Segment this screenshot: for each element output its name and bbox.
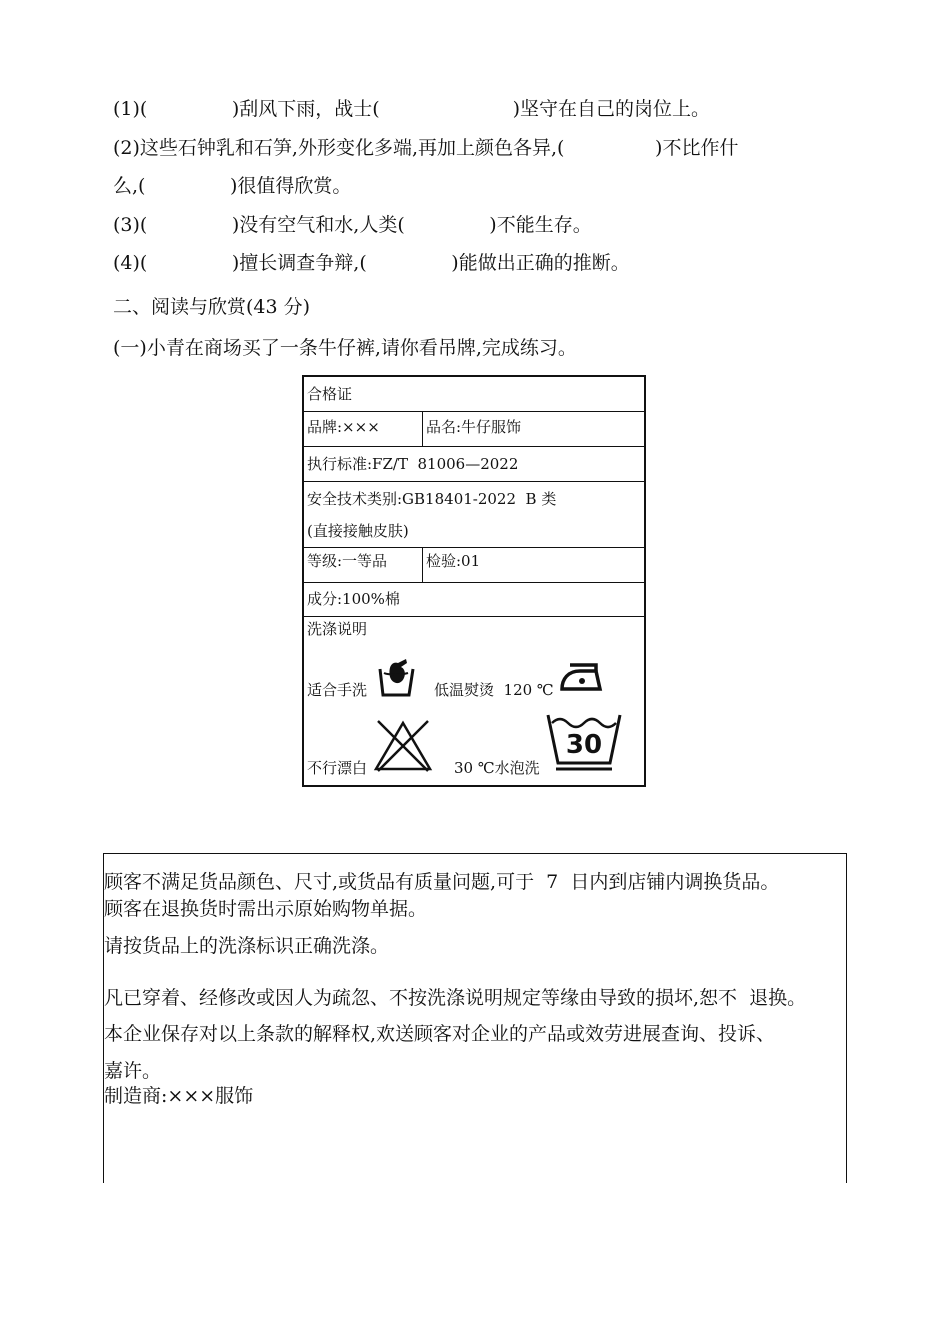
water-wash-text: 30 ℃水泡洗 xyxy=(454,759,540,777)
notice-line-6: 嘉许。 xyxy=(104,1060,162,1082)
tag-brand-row xyxy=(304,412,644,447)
section-title: 二、阅读与欣赏(43 分) xyxy=(113,296,311,318)
product-tag xyxy=(302,375,646,787)
product-name-cell xyxy=(422,412,646,446)
tag-standard-row xyxy=(304,447,644,482)
safety-text-2: (直接接触皮肤) xyxy=(307,522,409,540)
standard-text: 执行标准:FZ/T 81006—2022 xyxy=(307,455,519,473)
notice-line-4: 凡已穿着、经修改或因人为疏忽、不按洗涤说明规定等缘由导致的损坏,恕不 退换。 xyxy=(104,987,807,1009)
brand-cell xyxy=(304,412,422,446)
tag-title-row xyxy=(304,377,644,412)
wash-title: 洗涤说明 xyxy=(307,620,368,638)
product-name-text: 品名:牛仔服饰 xyxy=(426,418,522,436)
notice-line-1: 顾客不满足货品颜色、尺寸,或货品有质量问题,可于 7 日内到店铺内调换货品。 xyxy=(104,871,780,893)
tag-title: 合格证 xyxy=(307,385,353,403)
hand-wash-icon xyxy=(376,655,418,699)
notice-line-5: 本企业保存对以上条款的解释权,欢送顾客对企业的产品或效劳进展查询、投诉、 xyxy=(104,1023,776,1045)
wash-30-icon xyxy=(544,711,624,773)
grade-cell xyxy=(304,548,422,582)
brand-text: 品牌:××× xyxy=(307,418,380,436)
no-bleach-text: 不行漂白 xyxy=(307,759,368,777)
grade-text: 等级:一等品 xyxy=(307,552,388,570)
iron-text: 低温熨烫 120 ℃ xyxy=(434,681,554,699)
exercise-line-1: (1)( )刮风下雨，战士( )坚守在自己的岗位上。 xyxy=(113,98,710,120)
safety-text-1: 安全技术类别:GB18401-2022 B 类 xyxy=(307,490,557,508)
exercise-line-4: (4)( )擅长调查争辩,( )能做出正确的推断。 xyxy=(113,252,630,274)
notice-box xyxy=(103,853,847,1183)
tag-composition-row xyxy=(304,583,644,617)
exercise-line-2: (2)这些石钟乳和石笋,外形变化多端,再加上颜色各异,( )不比作什 xyxy=(113,137,739,159)
inspection-text: 检验:01 xyxy=(426,552,481,570)
iron-icon xyxy=(556,661,604,695)
exercise-line-3: (3)( )没有空气和水,人类( )不能生存。 xyxy=(113,214,592,236)
subsection-intro: (一)小青在商场买了一条牛仔裤,请你看吊牌,完成练习。 xyxy=(113,337,577,359)
tag-safety-row xyxy=(304,482,644,548)
composition-text: 成分:100%棉 xyxy=(307,590,400,608)
hand-wash-text: 适合手洗 xyxy=(307,681,368,699)
wash-temp-label: 30 xyxy=(565,730,603,760)
manufacturer: 制造商:×××服饰 xyxy=(104,1085,254,1107)
tag-grade-row xyxy=(304,548,644,583)
notice-line-2: 顾客在退换货时需出示原始购物单据。 xyxy=(104,898,428,920)
no-bleach-icon xyxy=(370,717,436,775)
tag-wash-section xyxy=(304,617,644,787)
inspection-cell xyxy=(422,548,646,582)
exercise-line-2-cont: 么,( )很值得欣赏。 xyxy=(113,175,352,197)
notice-line-3: 请按货品上的洗涤标识正确洗涤。 xyxy=(104,935,390,957)
